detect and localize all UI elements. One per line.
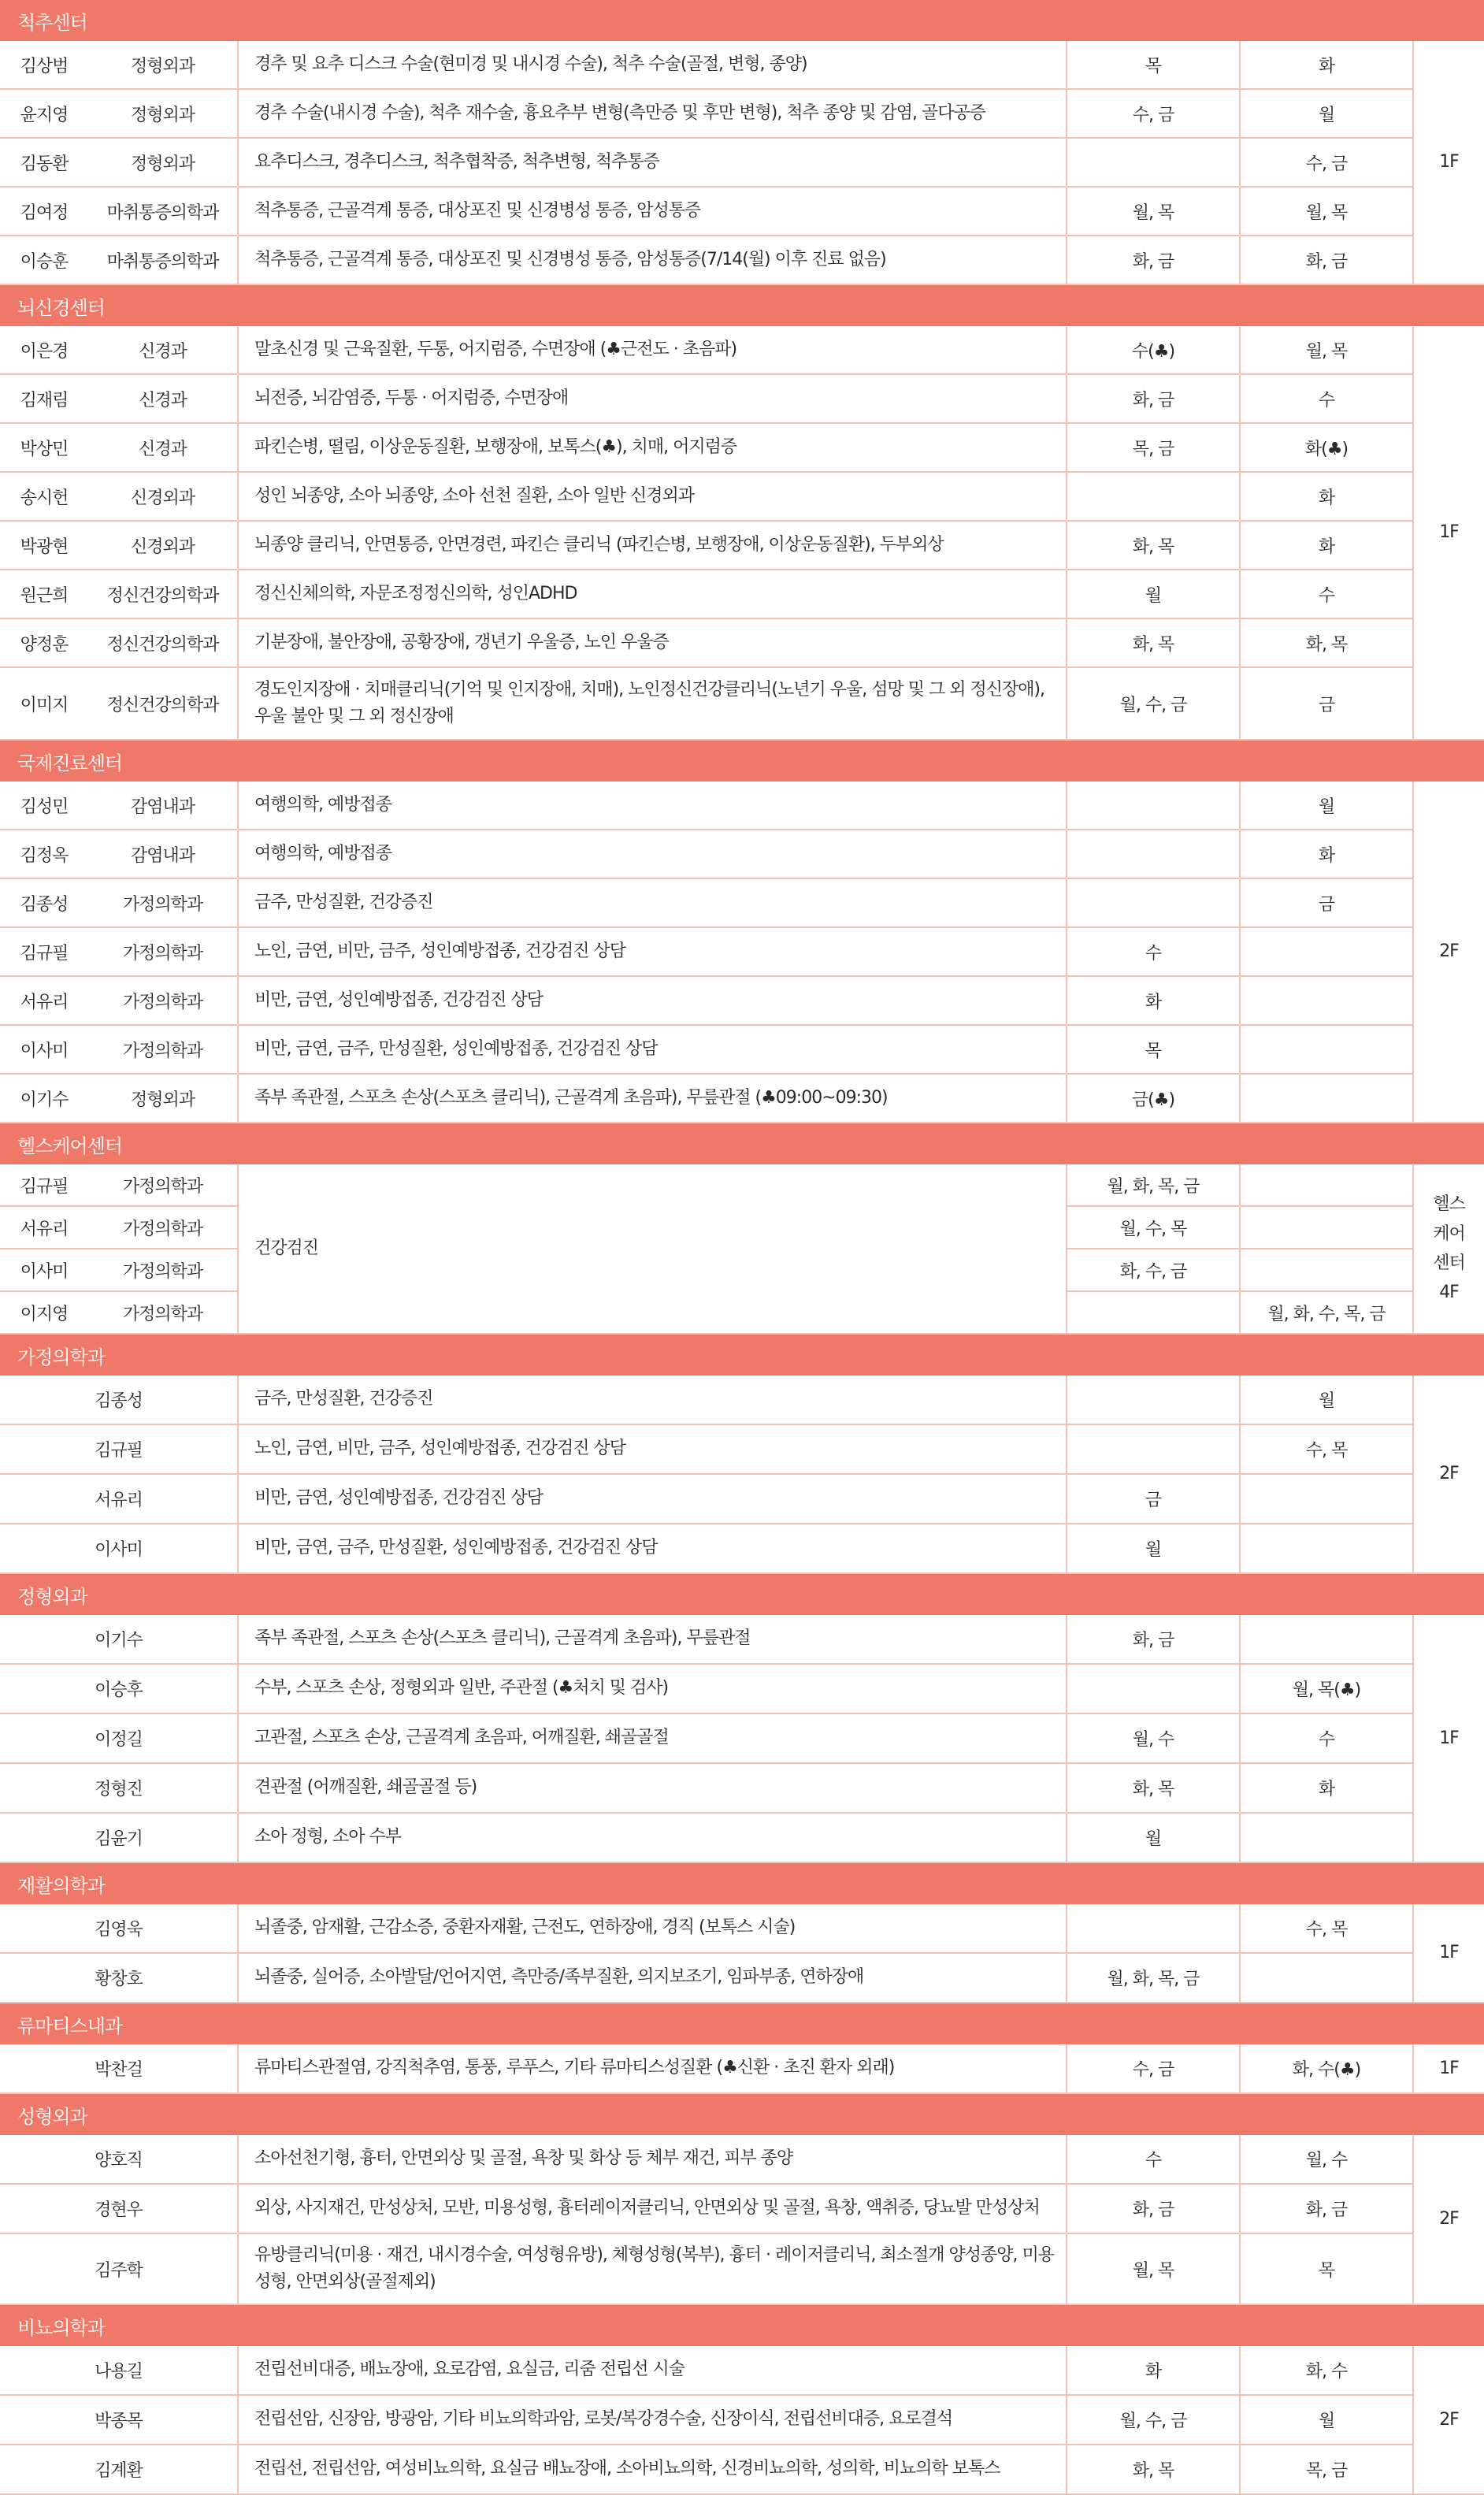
morning-days: 수 <box>1067 927 1240 976</box>
afternoon-days: 월, 수 <box>1240 2135 1413 2184</box>
doctor-name: 이사미 <box>0 1249 88 1291</box>
department: 정형외과 <box>88 138 238 187</box>
table-row <box>0 2346 1484 2395</box>
specialty: 노인, 금연, 비만, 금주, 성인예방접종, 건강검진 상담 <box>238 927 1067 976</box>
afternoon-days: 화, 금 <box>1240 236 1413 284</box>
floor-location: 1F <box>1413 326 1484 740</box>
morning-days: 화, 목 <box>1067 2445 1240 2494</box>
afternoon-days: 월 <box>1240 2395 1413 2445</box>
specialty: 경추 수술(내시경 수술), 척추 재수술, 흉요추부 변형(측만증 및 후만 변형), 척추 종양 및 감염, 골다공증 <box>238 89 1067 138</box>
department: 가정의학과 <box>88 1249 238 1291</box>
afternoon-days: 화, 수 <box>1240 2346 1413 2395</box>
department: 신경과 <box>88 423 238 472</box>
doctor-name: 이승후 <box>0 1664 238 1713</box>
doctor-name: 이승훈 <box>0 236 88 284</box>
afternoon-days <box>1240 927 1413 976</box>
floor-location: 1F <box>1413 1904 1484 2003</box>
section-header <box>0 284 1484 326</box>
afternoon-days: 수 <box>1240 374 1413 423</box>
specialty: 수부, 스포츠 손상, 정형외과 일반, 주관절 (♣처치 및 검사) <box>238 1664 1067 1713</box>
afternoon-days: 수, 목 <box>1240 1904 1413 1953</box>
doctor-name: 김정옥 <box>0 830 88 878</box>
doctor-name: 김종성 <box>0 878 88 927</box>
department: 신경과 <box>88 374 238 423</box>
doctor-name: 나용길 <box>0 2346 238 2395</box>
doctor-name: 윤지영 <box>0 89 88 138</box>
specialty: 뇌전증, 뇌감염증, 두통 · 어지럼증, 수면장애 <box>238 374 1067 423</box>
specialty: 비만, 금연, 성인예방접종, 건강검진 상담 <box>238 976 1067 1025</box>
specialty: 뇌종양 클리닉, 안면통증, 안면경련, 파킨슨 클리닉 (파킨슨병, 보행장애, 이상운동질환), 두부외상 <box>238 521 1067 570</box>
doctor-name: 김규필 <box>0 1164 88 1206</box>
specialty: 소아선천기형, 흉터, 안면외상 및 골절, 욕창 및 화상 등 체부 재건, 피부 종양 <box>238 2135 1067 2184</box>
specialty: 비만, 금연, 금주, 만성질환, 성인예방접종, 건강검진 상담 <box>238 1524 1067 1573</box>
afternoon-days: 화 <box>1240 521 1413 570</box>
floor-line: 4F <box>1439 1283 1459 1303</box>
morning-days: 수 <box>1067 2135 1240 2184</box>
morning-days: 월, 수 <box>1067 1713 1240 1763</box>
specialty: 금주, 만성질환, 건강증진 <box>238 878 1067 927</box>
afternoon-days <box>1240 1524 1413 1573</box>
afternoon-days: 월, 목 <box>1240 326 1413 374</box>
department: 정신건강의학과 <box>88 570 238 618</box>
table-row <box>0 782 1484 830</box>
specialty: 뇌졸중, 실어증, 소아발달/언어지연, 측만증/족부질환, 의지보조기, 임파부종, 연하장애 <box>238 1953 1067 2003</box>
afternoon-days: 화 <box>1240 830 1413 878</box>
doctor-name: 서유리 <box>0 1474 238 1524</box>
department: 마취통증의학과 <box>88 187 238 236</box>
afternoon-days: 수, 금 <box>1240 138 1413 187</box>
department: 가정의학과 <box>88 1025 238 1074</box>
morning-days <box>1067 1424 1240 1474</box>
morning-days: 월 <box>1067 1813 1240 1862</box>
doctor-name: 이미지 <box>0 667 88 740</box>
doctor-name: 원근희 <box>0 570 88 618</box>
doctor-name: 김여정 <box>0 187 88 236</box>
specialty: 여행의학, 예방접종 <box>238 782 1067 830</box>
specialty: 전립선, 전립선암, 여성비뇨의학, 요실금 배뇨장애, 소아비뇨의학, 신경비뇨의학, 성의학, 비뇨의학 보톡스 <box>238 2445 1067 2494</box>
specialty: 외상, 사지재건, 만성상처, 모반, 미용성형, 흉터레이저클리닉, 안면외상 및 골절, 욕창, 액취증, 당뇨발 만성상처 <box>238 2184 1067 2233</box>
doctor-name: 서유리 <box>0 976 88 1025</box>
doctor-name: 김윤기 <box>0 1813 238 1862</box>
table-row <box>0 41 1484 89</box>
doctor-name: 박상민 <box>0 423 88 472</box>
morning-days: 금 <box>1067 1474 1240 1524</box>
doctor-name: 김종성 <box>0 1376 238 1424</box>
floor-line: 헬스 <box>1433 1194 1465 1215</box>
department: 가정의학과 <box>88 1206 238 1249</box>
morning-days: 화, 금 <box>1067 236 1240 284</box>
table-row <box>0 521 1484 570</box>
morning-days: 화, 금 <box>1067 374 1240 423</box>
specialty: 뇌졸중, 암재활, 근감소증, 중환자재활, 근전도, 연하장애, 경직 (보톡스 시술) <box>238 1904 1067 1953</box>
table-row <box>0 878 1484 927</box>
table-row <box>0 2445 1484 2494</box>
morning-days: 화, 목 <box>1067 1763 1240 1813</box>
table-row <box>0 1763 1484 1813</box>
doctor-name: 김영욱 <box>0 1904 238 1953</box>
department: 정형외과 <box>88 41 238 89</box>
table-row <box>0 1713 1484 1763</box>
table-row <box>0 1074 1484 1123</box>
afternoon-days: 수 <box>1240 570 1413 618</box>
section-header <box>0 2003 1484 2044</box>
floor-location: 2F <box>1413 2135 1484 2304</box>
afternoon-days <box>1240 976 1413 1025</box>
department: 가정의학과 <box>88 1164 238 1206</box>
specialty: 정신신체의학, 자문조정정신의학, 성인ADHD <box>238 570 1067 618</box>
doctor-name: 황창호 <box>0 1953 238 2003</box>
department: 신경외과 <box>88 472 238 521</box>
section-title: 뇌신경센터 <box>0 284 1484 326</box>
afternoon-days: 수, 목 <box>1240 1424 1413 1474</box>
specialty: 견관절 (어깨질환, 쇄골골절 등) <box>238 1763 1067 1813</box>
specialty: 전립선암, 신장암, 방광암, 기타 비뇨의학과암, 로봇/복강경수술, 신장이식, 전립선비대증, 요로결석 <box>238 2395 1067 2445</box>
morning-days <box>1067 1904 1240 1953</box>
doctor-name: 박찬걸 <box>0 2044 238 2093</box>
table-row <box>0 1524 1484 1573</box>
table-row <box>0 472 1484 521</box>
section-header <box>0 1334 1484 1376</box>
afternoon-days: 목, 금 <box>1240 2445 1413 2494</box>
table-row <box>0 1813 1484 1862</box>
morning-days: 목 <box>1067 1025 1240 1074</box>
section-header <box>0 2093 1484 2135</box>
table-row <box>0 89 1484 138</box>
doctor-name: 김재림 <box>0 374 88 423</box>
section-title: 재활의학과 <box>0 1862 1484 1904</box>
afternoon-days: 금 <box>1240 667 1413 740</box>
morning-days: 월 <box>1067 570 1240 618</box>
afternoon-days: 월 <box>1240 782 1413 830</box>
morning-days: 화, 금 <box>1067 2184 1240 2233</box>
specialty: 족부 족관절, 스포츠 손상(스포츠 클리닉), 근골격계 초음파), 무릎관절 <box>238 1615 1067 1664</box>
table-row <box>0 570 1484 618</box>
doctor-name: 정형진 <box>0 1763 238 1813</box>
doctor-name: 경현우 <box>0 2184 238 2233</box>
morning-days: 월, 수, 금 <box>1067 2395 1240 2445</box>
doctor-name: 양정훈 <box>0 618 88 667</box>
floor-location: 1F <box>1413 41 1484 284</box>
morning-days: 목, 금 <box>1067 423 1240 472</box>
table-row <box>0 1025 1484 1074</box>
morning-days: 화 <box>1067 976 1240 1025</box>
doctor-name: 이기수 <box>0 1615 238 1664</box>
table-row <box>0 2395 1484 2445</box>
morning-days: 화, 금 <box>1067 1615 1240 1664</box>
specialty: 류마티스관절염, 강직척추염, 통풍, 루푸스, 기타 류마티스성질환 (♣신환 · 초진 환자 외래) <box>238 2044 1067 2093</box>
morning-days: 금(♣) <box>1067 1074 1240 1123</box>
department: 마취통증의학과 <box>88 236 238 284</box>
specialty: 말초신경 및 근육질환, 두통, 어지럼증, 수면장애 (♣근전도 · 초음파) <box>238 326 1067 374</box>
doctor-name: 김동환 <box>0 138 88 187</box>
morning-days: 월, 화, 목, 금 <box>1067 1953 1240 2003</box>
section-title: 가정의학과 <box>0 1334 1484 1376</box>
afternoon-days: 수 <box>1240 1713 1413 1763</box>
afternoon-days: 월, 목 <box>1240 187 1413 236</box>
doctor-name: 양호직 <box>0 2135 238 2184</box>
afternoon-days <box>1240 1206 1413 1249</box>
table-row <box>0 374 1484 423</box>
doctor-name: 김규필 <box>0 1424 238 1474</box>
afternoon-days: 월 <box>1240 89 1413 138</box>
table-row <box>0 187 1484 236</box>
table-row <box>0 1664 1484 1713</box>
specialty: 건강검진 <box>238 1164 1067 1334</box>
morning-days: 월, 수, 목 <box>1067 1206 1240 1249</box>
afternoon-days: 화, 수(♣) <box>1240 2044 1413 2093</box>
doctor-name: 이사미 <box>0 1524 238 1573</box>
department: 가정의학과 <box>88 1291 238 1334</box>
afternoon-days: 화 <box>1240 41 1413 89</box>
department: 감염내과 <box>88 830 238 878</box>
specialty: 소아 정형, 소아 수부 <box>238 1813 1067 1862</box>
doctor-name: 송시헌 <box>0 472 88 521</box>
table-row <box>0 1164 1484 1206</box>
floor-line: 센터 <box>1433 1253 1465 1273</box>
specialty: 전립선비대증, 배뇨장애, 요로감염, 요실금, 리줌 전립선 시술 <box>238 2346 1067 2395</box>
afternoon-days <box>1240 1615 1413 1664</box>
morning-days <box>1067 830 1240 878</box>
department: 신경과 <box>88 326 238 374</box>
morning-days: 월 <box>1067 1524 1240 1573</box>
afternoon-days: 화 <box>1240 1763 1413 1813</box>
table-row <box>0 1615 1484 1664</box>
afternoon-days: 화(♣) <box>1240 423 1413 472</box>
floor-line: 케어 <box>1433 1223 1465 1244</box>
afternoon-days: 월, 화, 수, 목, 금 <box>1240 1291 1413 1334</box>
specialty: 경도인지장애 · 치매클리닉(기억 및 인지장애, 치매), 노인정신건강클리닉(노년기 우울, 섬망 및 그 외 정신장애), 우울 불안 및 그 외 정신장애 <box>238 667 1067 740</box>
specialty: 여행의학, 예방접종 <box>238 830 1067 878</box>
section-title: 비뇨의학과 <box>0 2304 1484 2346</box>
morning-days: 화 <box>1067 2346 1240 2395</box>
afternoon-days <box>1240 1474 1413 1524</box>
specialty: 기분장애, 불안장애, 공황장애, 갱년기 우울증, 노인 우울증 <box>238 618 1067 667</box>
afternoon-days <box>1240 1164 1413 1206</box>
section-header <box>0 740 1484 782</box>
afternoon-days <box>1240 1813 1413 1862</box>
department: 정형외과 <box>88 89 238 138</box>
table-row <box>0 1424 1484 1474</box>
morning-days <box>1067 138 1240 187</box>
section-title: 정형외과 <box>0 1573 1484 1615</box>
department: 정신건강의학과 <box>88 667 238 740</box>
table-row <box>0 423 1484 472</box>
section-header <box>0 1862 1484 1904</box>
morning-days: 월, 목 <box>1067 187 1240 236</box>
table-row <box>0 927 1484 976</box>
doctor-name: 이정길 <box>0 1713 238 1763</box>
table-row <box>0 618 1484 667</box>
morning-days: 수(♣) <box>1067 326 1240 374</box>
morning-days <box>1067 1664 1240 1713</box>
morning-days <box>1067 782 1240 830</box>
specialty: 요추디스크, 경추디스크, 척추협착증, 척추변형, 척추통증 <box>238 138 1067 187</box>
table-row <box>0 667 1484 740</box>
section-title: 헬스케어센터 <box>0 1123 1484 1164</box>
morning-days <box>1067 878 1240 927</box>
department: 가정의학과 <box>88 927 238 976</box>
morning-days: 수, 금 <box>1067 2044 1240 2093</box>
table-row <box>0 326 1484 374</box>
doctor-name: 박종목 <box>0 2395 238 2445</box>
specialty: 유방클리닉(미용 · 재건, 내시경수술, 여성형유방), 체형성형(복부), 흉터 · 레이저클리닉, 최소절개 양성종양, 미용성형, 안면외상(골절제외) <box>238 2233 1067 2304</box>
section-header <box>0 2304 1484 2346</box>
floor-location <box>1413 1164 1484 1334</box>
table-row <box>0 2044 1484 2093</box>
afternoon-days: 월, 목(♣) <box>1240 1664 1413 1713</box>
doctor-name: 김성민 <box>0 782 88 830</box>
table-row <box>0 1953 1484 2003</box>
department: 정형외과 <box>88 1074 238 1123</box>
floor-location: 1F <box>1413 2044 1484 2093</box>
morning-days <box>1067 472 1240 521</box>
afternoon-days <box>1240 1074 1413 1123</box>
floor-location: 2F <box>1413 1376 1484 1573</box>
afternoon-days: 화, 목 <box>1240 618 1413 667</box>
morning-days: 화, 목 <box>1067 521 1240 570</box>
section-title: 류마티스내과 <box>0 2003 1484 2044</box>
doctor-name: 김주학 <box>0 2233 238 2304</box>
morning-days: 월, 목 <box>1067 2233 1240 2304</box>
section-title: 국제진료센터 <box>0 740 1484 782</box>
table-row <box>0 138 1484 187</box>
floor-location: 2F <box>1413 782 1484 1123</box>
department: 가정의학과 <box>88 976 238 1025</box>
section-title: 성형외과 <box>0 2093 1484 2135</box>
doctor-name: 이기수 <box>0 1074 88 1123</box>
doctor-name: 김상범 <box>0 41 88 89</box>
section-header <box>0 0 1484 41</box>
afternoon-days: 화 <box>1240 472 1413 521</box>
specialty: 금주, 만성질환, 건강증진 <box>238 1376 1067 1424</box>
doctor-name: 김계환 <box>0 2445 238 2494</box>
department: 가정의학과 <box>88 878 238 927</box>
specialty: 경추 및 요추 디스크 수술(현미경 및 내시경 수술), 척추 수술(골절, 변형, 종양) <box>238 41 1067 89</box>
doctor-name: 이지영 <box>0 1291 88 1334</box>
doctor-name: 이은경 <box>0 326 88 374</box>
specialty: 비만, 금연, 성인예방접종, 건강검진 상담 <box>238 1474 1067 1524</box>
specialty: 비만, 금연, 금주, 만성질환, 성인예방접종, 건강검진 상담 <box>238 1025 1067 1074</box>
department: 정신건강의학과 <box>88 618 238 667</box>
doctor-name: 서유리 <box>0 1206 88 1249</box>
specialty: 파킨슨병, 떨림, 이상운동질환, 보행장애, 보톡스(♣), 치매, 어지럼증 <box>238 423 1067 472</box>
specialty: 고관절, 스포츠 손상, 근골격계 초음파, 어깨질환, 쇄골골절 <box>238 1713 1067 1763</box>
morning-days: 월, 수, 금 <box>1067 667 1240 740</box>
table-row <box>0 236 1484 284</box>
table-row <box>0 830 1484 878</box>
table-row <box>0 1376 1484 1424</box>
afternoon-days <box>1240 1025 1413 1074</box>
section-title: 척추센터 <box>0 0 1484 41</box>
afternoon-days <box>1240 1249 1413 1291</box>
afternoon-days: 월 <box>1240 1376 1413 1424</box>
afternoon-days <box>1240 1953 1413 2003</box>
table-row <box>0 2233 1484 2304</box>
specialty: 성인 뇌종양, 소아 뇌종양, 소아 선천 질환, 소아 일반 신경외과 <box>238 472 1067 521</box>
morning-days: 월, 화, 목, 금 <box>1067 1164 1240 1206</box>
morning-days: 수, 금 <box>1067 89 1240 138</box>
table-row <box>0 2135 1484 2184</box>
morning-days <box>1067 1291 1240 1334</box>
doctor-name: 이사미 <box>0 1025 88 1074</box>
section-header <box>0 1573 1484 1615</box>
afternoon-days: 화, 금 <box>1240 2184 1413 2233</box>
section-header <box>0 1123 1484 1164</box>
morning-days <box>1067 1376 1240 1424</box>
morning-days: 목 <box>1067 41 1240 89</box>
table-row <box>0 1904 1484 1953</box>
morning-days: 화, 목 <box>1067 618 1240 667</box>
specialty: 척추통증, 근골격계 통증, 대상포진 및 신경병성 통증, 암성통증 <box>238 187 1067 236</box>
floor-location: 2F <box>1413 2346 1484 2494</box>
specialty: 노인, 금연, 비만, 금주, 성인예방접종, 건강검진 상담 <box>238 1424 1067 1474</box>
table-row <box>0 976 1484 1025</box>
table-row <box>0 2184 1484 2233</box>
afternoon-days: 금 <box>1240 878 1413 927</box>
table-row <box>0 1474 1484 1524</box>
department: 감염내과 <box>88 782 238 830</box>
doctor-name: 김규필 <box>0 927 88 976</box>
morning-days: 화, 수, 금 <box>1067 1249 1240 1291</box>
department: 신경외과 <box>88 521 238 570</box>
specialty: 족부 족관절, 스포츠 손상(스포츠 클리닉), 근골격계 초음파), 무릎관절 (♣09:00~09:30) <box>238 1074 1067 1123</box>
afternoon-days: 목 <box>1240 2233 1413 2304</box>
specialty: 척추통증, 근골격계 통증, 대상포진 및 신경병성 통증, 암성통증(7/14(월) 이후 진료 없음) <box>238 236 1067 284</box>
doctor-name: 박광현 <box>0 521 88 570</box>
floor-location: 1F <box>1413 1615 1484 1862</box>
